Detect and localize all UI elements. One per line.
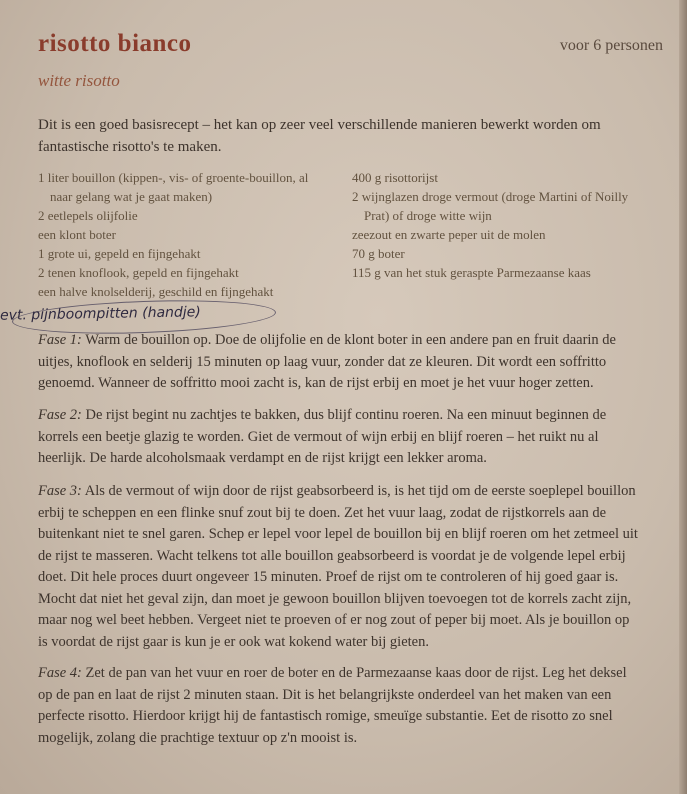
recipe-title: risotto bianco — [38, 30, 192, 57]
ingredient-item: een klont boter — [38, 227, 116, 242]
ingredients-left-column — [38, 168, 328, 301]
ingredient-item: 2 eetlepels olijfolie — [38, 208, 138, 223]
ingredient-item: 400 g risottorijst — [352, 170, 438, 185]
phase-3-paragraph — [38, 481, 638, 653]
phase-4-paragraph — [38, 663, 638, 749]
ingredient-item: 2 tenen knoflook, gepeld en fijngehakt — [38, 265, 239, 280]
phase-2-paragraph — [38, 405, 638, 470]
ingredient-item: een halve knolselderij, geschild en fijngehakt — [38, 284, 274, 299]
ingredients-right-column — [352, 168, 642, 282]
phase-label: Fase 1: — [38, 332, 82, 348]
intro-paragraph: Dit is een goed basisrecept – het kan op zeer veel verschillende manieren bewerkt worden om fantastische risotto's te maken. — [38, 117, 601, 155]
phase-label: Fase 4: — [38, 665, 82, 681]
book-spine-shadow — [679, 0, 687, 794]
ingredient-item: zeezout en zwarte peper uit de molen — [352, 227, 546, 242]
phase-1-paragraph — [38, 330, 638, 395]
handwritten-note: evt. pijnboompitten (handje) — [0, 304, 201, 324]
ingredient-item: 115 g van het stuk geraspte Parmezaanse kaas — [352, 265, 591, 280]
phase-label: Fase 3: — [38, 483, 82, 499]
ingredient-item: 1 grote ui, gepeld en fijngehakt — [38, 246, 201, 261]
ingredient-item: 2 wijnglazen droge vermout (droge Martini of Noilly Prat) of droge witte wijn — [352, 189, 629, 223]
ingredient-item: 70 g boter — [352, 246, 405, 261]
phase-text: Zet de pan van het vuur en roer de boter en de Parmezaanse kaas door de rijst. Leg het deksel op de pan en laat de rijst 2 minuten staan. Dit is het belangrijkste onderdeel van het maken van een perfecte risotto. Hierdoor krijgt hij de fantastisch romige, smeuïge substantie. Eet de risotto zo snel mogelijk, zolang die prachtige textuur op z'n mooist is. — [38, 665, 627, 746]
recipe-subtitle: witte risotto — [38, 71, 120, 90]
phase-text: Warm de bouillon op. Doe de olijfolie en de klont boter in een andere pan en fruit daarin de uitjes, knoflook en selderij 15 minuten op laag vuur, zonder dat ze kleuren. Dit wordt een soffritto genoemd. Wanneer de soffritto mooi zacht is, kan de rijst erbij en moet je het vuur hoger zetten. — [38, 332, 616, 391]
ingredient-item: 1 liter bouillon (kippen-, vis- of groente-bouillon, al naar gelang wat je gaat maken) — [38, 170, 309, 204]
servings-label: voor 6 personen — [559, 37, 663, 54]
phase-text: De rijst begint nu zachtjes te bakken, dus blijf continu roeren. Na een minuut beginnen de korrels een beetje glazig te worden. Giet de vermout of wijn erbij en blijf roeren – het ruikt nu al heerlijk. De harde alcoholsmaak verdampt en de rijst krijgt een lekker aroma. — [38, 407, 607, 466]
phase-text: Als de vermout of wijn door de rijst geabsorbeerd is, is het tijd om de eerste soeplepel bouillon erbij te scheppen en een flinke snuf zout bij te doen. Zet het vuur laag, zodat de rijstkorrels aan de buitenkant niet te snel garen. Schep er lepel voor lepel de bouillon bij en blijf roeren om het zetmeel uit de rijst te masseren. Wacht telkens tot alle bouillon geabsorbeerd is voordat je de volgende lepel erbij doet. Dit hele proces duurt ongeveer 15 minuten. Proef de rijst om te controleren of hij goed gaar is. Mocht dat niet het geval zijn, dan moet je gewoon bouillon blijven toevoegen tot de korrels zacht zijn, maar nog wel beet hebben. Vergeet niet te proeven of er nog zout of peper bij moet. Als je bouillon op is voordat de rijst gaar is kun je er ook wat kokend water bij gieten. — [38, 483, 638, 650]
phase-label: Fase 2: — [38, 407, 82, 423]
